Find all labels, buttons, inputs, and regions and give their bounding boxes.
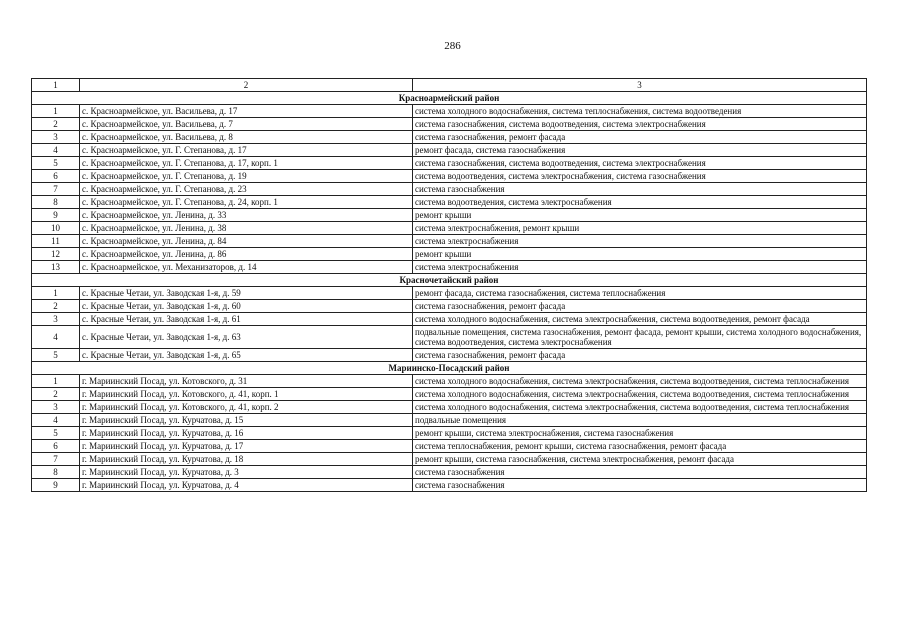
table-row: [32, 287, 867, 300]
row-address: г. Мариинский Посад, ул. Курчатова, д. 4: [80, 479, 413, 492]
row-works: система газоснабжения, система водоотведения, система электроснабжения: [413, 157, 867, 170]
table-row: [32, 375, 867, 388]
row-works: система газоснабжения: [413, 183, 867, 196]
row-number: 13: [32, 261, 80, 274]
table-row: [32, 479, 867, 492]
table-row: [32, 313, 867, 326]
row-works: ремонт крыши: [413, 248, 867, 261]
row-number: 2: [32, 118, 80, 131]
row-address: с. Красноармейское, ул. Г. Степанова, д. 23: [80, 183, 413, 196]
row-works: система водоотведения, система электроснабжения, система газоснабжения: [413, 170, 867, 183]
table-row: [32, 209, 867, 222]
row-address: с. Красноармейское, ул. Ленина, д. 84: [80, 235, 413, 248]
row-number: 3: [32, 131, 80, 144]
row-address: с. Красные Четаи, ул. Заводская 1-я, д. 65: [80, 349, 413, 362]
row-number: 1: [32, 287, 80, 300]
row-address: с. Красноармейское, ул. Ленина, д. 33: [80, 209, 413, 222]
row-number: 8: [32, 196, 80, 209]
row-address: г. Мариинский Посад, ул. Курчатова, д. 15: [80, 414, 413, 427]
row-works: ремонт крыши, система электроснабжения, система газоснабжения: [413, 427, 867, 440]
row-number: 1: [32, 105, 80, 118]
row-works: система холодного водоснабжения, система электроснабжения, система водоотведения, система теплоснабжения: [413, 401, 867, 414]
row-address: с. Красноармейское, ул. Г. Степанова, д. 17: [80, 144, 413, 157]
table-row: [32, 261, 867, 274]
section-title: Мариинско-Посадский район: [32, 362, 867, 375]
table-row: [32, 131, 867, 144]
row-number: 7: [32, 453, 80, 466]
row-address: г. Мариинский Посад, ул. Курчатова, д. 18: [80, 453, 413, 466]
row-works: система холодного водоснабжения, система электроснабжения, система водоотведения, ремонт фасада: [413, 313, 867, 326]
row-number: 12: [32, 248, 80, 261]
row-works: система газоснабжения, ремонт фасада: [413, 300, 867, 313]
table-row: [32, 157, 867, 170]
table-body: [32, 79, 867, 492]
table-row: [32, 118, 867, 131]
row-address: г. Мариинский Посад, ул. Котовского, д. 41, корп. 2: [80, 401, 413, 414]
row-number: 3: [32, 313, 80, 326]
section-title: Красноармейский район: [32, 92, 867, 105]
row-works: ремонт крыши: [413, 209, 867, 222]
row-works: система электроснабжения, ремонт крыши: [413, 222, 867, 235]
row-number: 4: [32, 326, 80, 349]
table-row: [32, 105, 867, 118]
table-row: [32, 196, 867, 209]
table-row: [32, 427, 867, 440]
row-number: 7: [32, 183, 80, 196]
table-row: [32, 401, 867, 414]
table-row: [32, 222, 867, 235]
table-row: [32, 144, 867, 157]
row-number: 5: [32, 349, 80, 362]
row-number: 4: [32, 144, 80, 157]
row-address: с. Красноармейское, ул. Васильева, д. 17: [80, 105, 413, 118]
row-number: 10: [32, 222, 80, 235]
row-address: с. Красноармейское, ул. Васильева, д. 7: [80, 118, 413, 131]
row-number: 2: [32, 300, 80, 313]
row-works: ремонт крыши, система газоснабжения, система электроснабжения, ремонт фасада: [413, 453, 867, 466]
row-address: с. Красноармейское, ул. Васильева, д. 8: [80, 131, 413, 144]
row-address: с. Красные Четаи, ул. Заводская 1-я, д. 59: [80, 287, 413, 300]
section-row: [32, 92, 867, 105]
header-cell-1: 1: [32, 79, 80, 92]
row-address: с. Красноармейское, ул. Г. Степанова, д. 19: [80, 170, 413, 183]
table-row: [32, 183, 867, 196]
row-works: система холодного водоснабжения, система электроснабжения, система водоотведения, система теплоснабжения: [413, 388, 867, 401]
header-cell-3: 3: [413, 79, 867, 92]
table-row: [32, 248, 867, 261]
row-number: 11: [32, 235, 80, 248]
row-address: г. Мариинский Посад, ул. Курчатова, д. 3: [80, 466, 413, 479]
row-works: ремонт фасада, система газоснабжения, система теплоснабжения: [413, 287, 867, 300]
row-number: 9: [32, 209, 80, 222]
row-address: с. Красные Четаи, ул. Заводская 1-я, д. 60: [80, 300, 413, 313]
row-works: система электроснабжения: [413, 261, 867, 274]
row-number: 9: [32, 479, 80, 492]
row-number: 1: [32, 375, 80, 388]
table-row: [32, 235, 867, 248]
row-works: система электроснабжения: [413, 235, 867, 248]
row-works: система водоотведения, система электроснабжения: [413, 196, 867, 209]
table-row: [32, 453, 867, 466]
row-address: с. Красноармейское, ул. Г. Степанова, д. 24, корп. 1: [80, 196, 413, 209]
section-row: [32, 274, 867, 287]
row-works: система холодного водоснабжения, система электроснабжения, система водоотведения, система теплоснабжения: [413, 375, 867, 388]
header-cell-2: 2: [80, 79, 413, 92]
row-address: с. Красные Четаи, ул. Заводская 1-я, д. 61: [80, 313, 413, 326]
row-works: система газоснабжения, ремонт фасада: [413, 131, 867, 144]
table-row: [32, 388, 867, 401]
row-address: с. Красноармейское, ул. Ленина, д. 38: [80, 222, 413, 235]
row-address: г. Мариинский Посад, ул. Котовского, д. 41, корп. 1: [80, 388, 413, 401]
row-address: с. Красноармейское, ул. Механизаторов, д. 14: [80, 261, 413, 274]
row-works: ремонт фасада, система газоснабжения: [413, 144, 867, 157]
row-number: 5: [32, 427, 80, 440]
table-row: [32, 414, 867, 427]
row-works: система холодного водоснабжения, система теплоснабжения, система водоотведения: [413, 105, 867, 118]
row-number: 6: [32, 170, 80, 183]
row-number: 5: [32, 157, 80, 170]
row-number: 6: [32, 440, 80, 453]
table-row: [32, 349, 867, 362]
row-works: система газоснабжения: [413, 479, 867, 492]
row-address: с. Красные Четаи, ул. Заводская 1-я, д. 63: [80, 326, 413, 349]
row-works: система газоснабжения, ремонт фасада: [413, 349, 867, 362]
row-address: г. Мариинский Посад, ул. Курчатова, д. 17: [80, 440, 413, 453]
row-works: система теплоснабжения, ремонт крыши, система газоснабжения, ремонт фасада: [413, 440, 867, 453]
table-row: [32, 170, 867, 183]
header-row: [32, 79, 867, 92]
works-table: [31, 78, 867, 492]
page-number: 286: [444, 40, 461, 52]
table-row: [32, 440, 867, 453]
row-number: 4: [32, 414, 80, 427]
row-works: подвальные помещения, система газоснабжения, ремонт фасада, ремонт крыши, система холодного водоснабжения, система водоотведения, система электроснабжения: [413, 326, 867, 349]
table-row: [32, 326, 867, 349]
row-number: 2: [32, 388, 80, 401]
row-number: 3: [32, 401, 80, 414]
row-address: с. Красноармейское, ул. Г. Степанова, д. 17, корп. 1: [80, 157, 413, 170]
row-number: 8: [32, 466, 80, 479]
row-address: с. Красноармейское, ул. Ленина, д. 86: [80, 248, 413, 261]
row-address: г. Мариинский Посад, ул. Котовского, д. 31: [80, 375, 413, 388]
section-title: Красночетайский район: [32, 274, 867, 287]
row-address: г. Мариинский Посад, ул. Курчатова, д. 16: [80, 427, 413, 440]
row-works: система газоснабжения, система водоотведения, система электроснабжения: [413, 118, 867, 131]
section-row: [32, 362, 867, 375]
row-works: подвальные помещения: [413, 414, 867, 427]
table-row: [32, 466, 867, 479]
table-row: [32, 300, 867, 313]
row-works: система газоснабжения: [413, 466, 867, 479]
